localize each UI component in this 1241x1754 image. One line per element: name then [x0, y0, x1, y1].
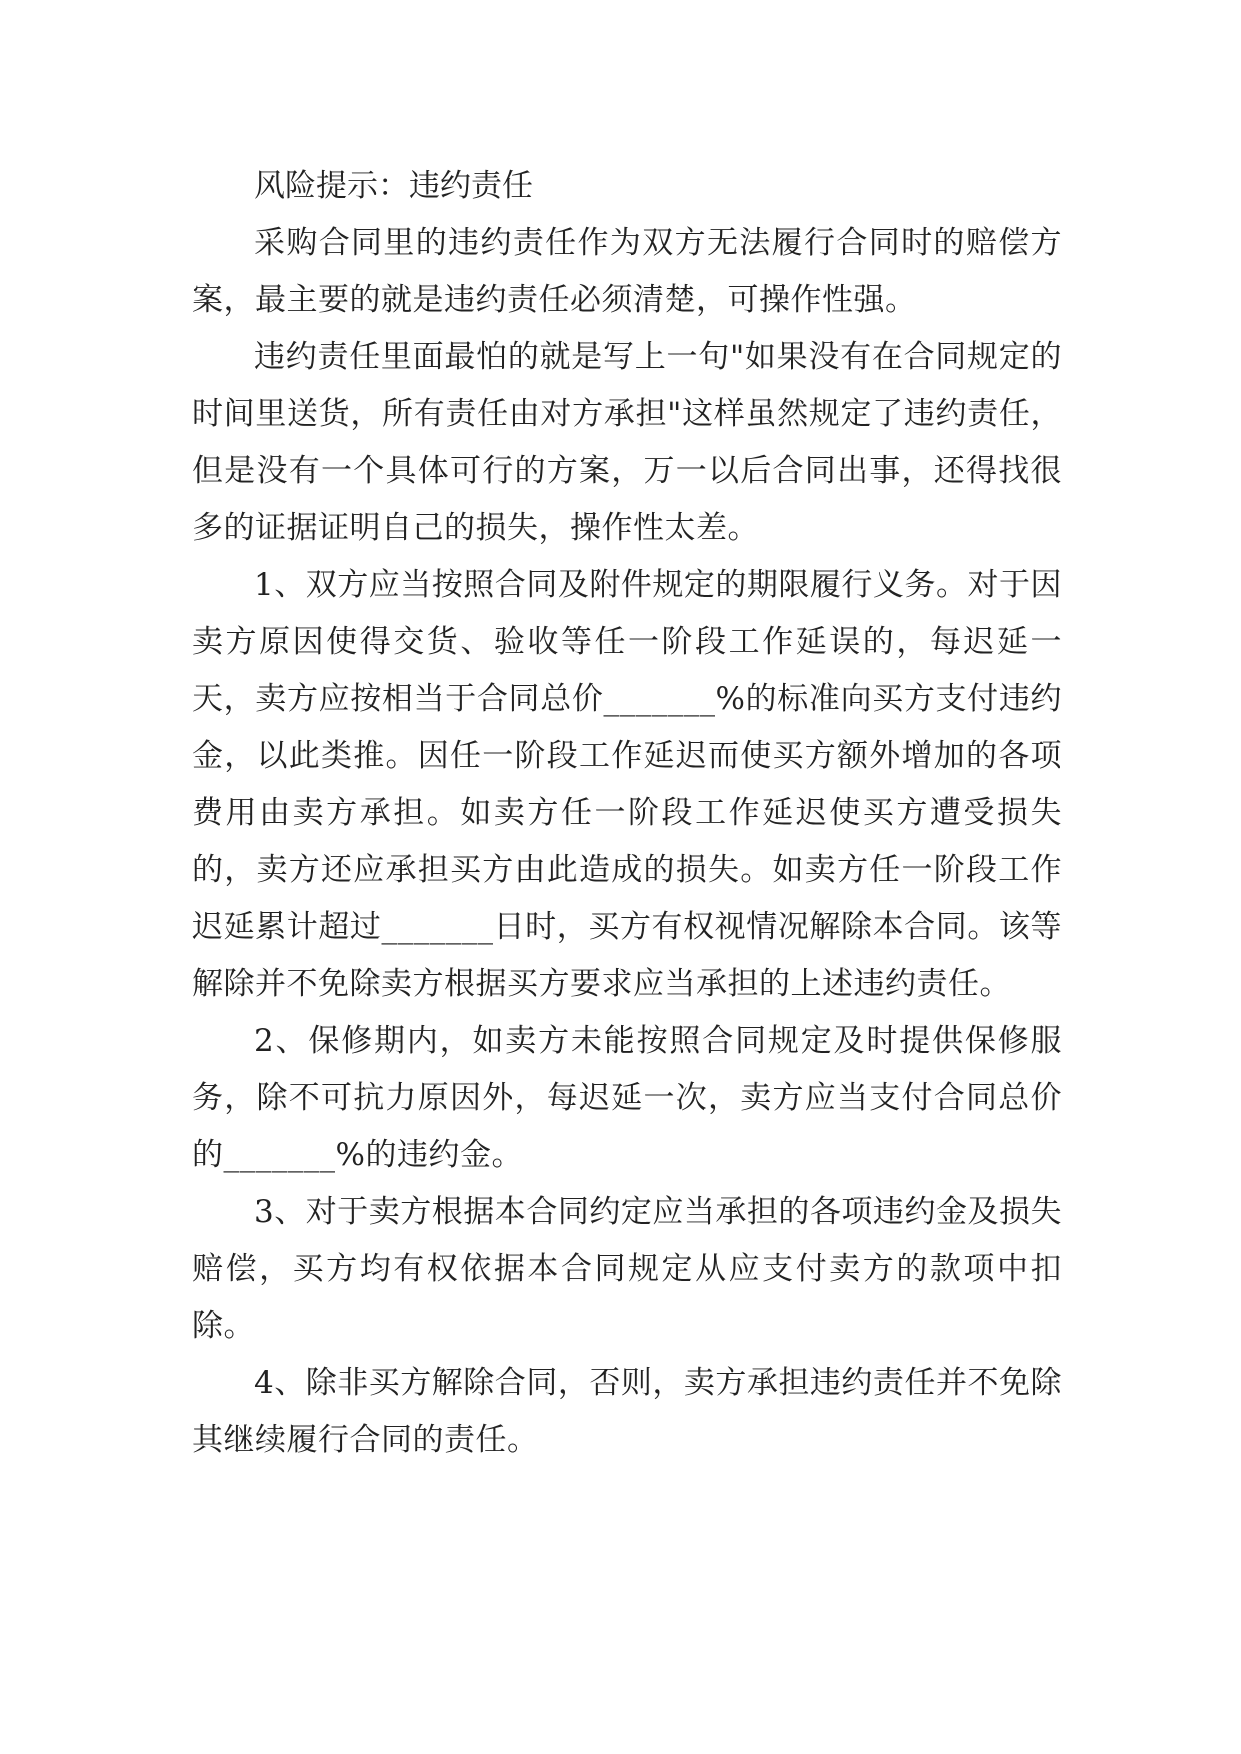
clause-4: 4、除非买方解除合同，否则，卖方承担违约责任并不免除其继续履行合同的责任。 [192, 1365, 1062, 1458]
clause-2: 2、保修期内，如卖方未能按照合同规定及时提供保修服务，除不可抗力原因外，每迟延一次，卖方应当支付合同总价的_______%的违约金。 [192, 1023, 1062, 1173]
clause-1: 1、双方应当按照合同及附件规定的期限履行义务。对于因卖方原因使得交货、验收等任一阶段工作延误的，每迟延一天，卖方应按相当于合同总价_______%的标准向买方支付违约金，以此类推。因任一阶段工作延迟而使买方额外增加的各项费用由卖方承担。如卖方任一阶段工作延迟使买方遭受损失的，卖方还应承担买方由此造成的损失。如卖方任一阶段工作迟延累计超过_______日时，买方有权视情况解除本合同。该等解除并不免除卖方根据买方要求应当承担的上述违约责任。 [192, 567, 1062, 1002]
document-body [192, 158, 1062, 1469]
clause-3: 3、对于卖方根据本合同约定应当承担的各项违约金及损失赔偿，买方均有权依据本合同规定从应支付卖方的款项中扣除。 [192, 1194, 1062, 1344]
paragraph-explanation: 违约责任里面最怕的就是写上一句"如果没有在合同规定的时间里送货，所有责任由对方承担"这样虽然规定了违约责任，但是没有一个具体可行的方案，万一以后合同出事，还得找很多的证据证明自己的损失，操作性太差。 [192, 339, 1062, 546]
section-heading: 风险提示：违约责任 [254, 168, 533, 204]
paragraph-intro: 采购合同里的违约责任作为双方无法履行合同时的赔偿方案，最主要的就是违约责任必须清楚，可操作性强。 [192, 225, 1062, 318]
